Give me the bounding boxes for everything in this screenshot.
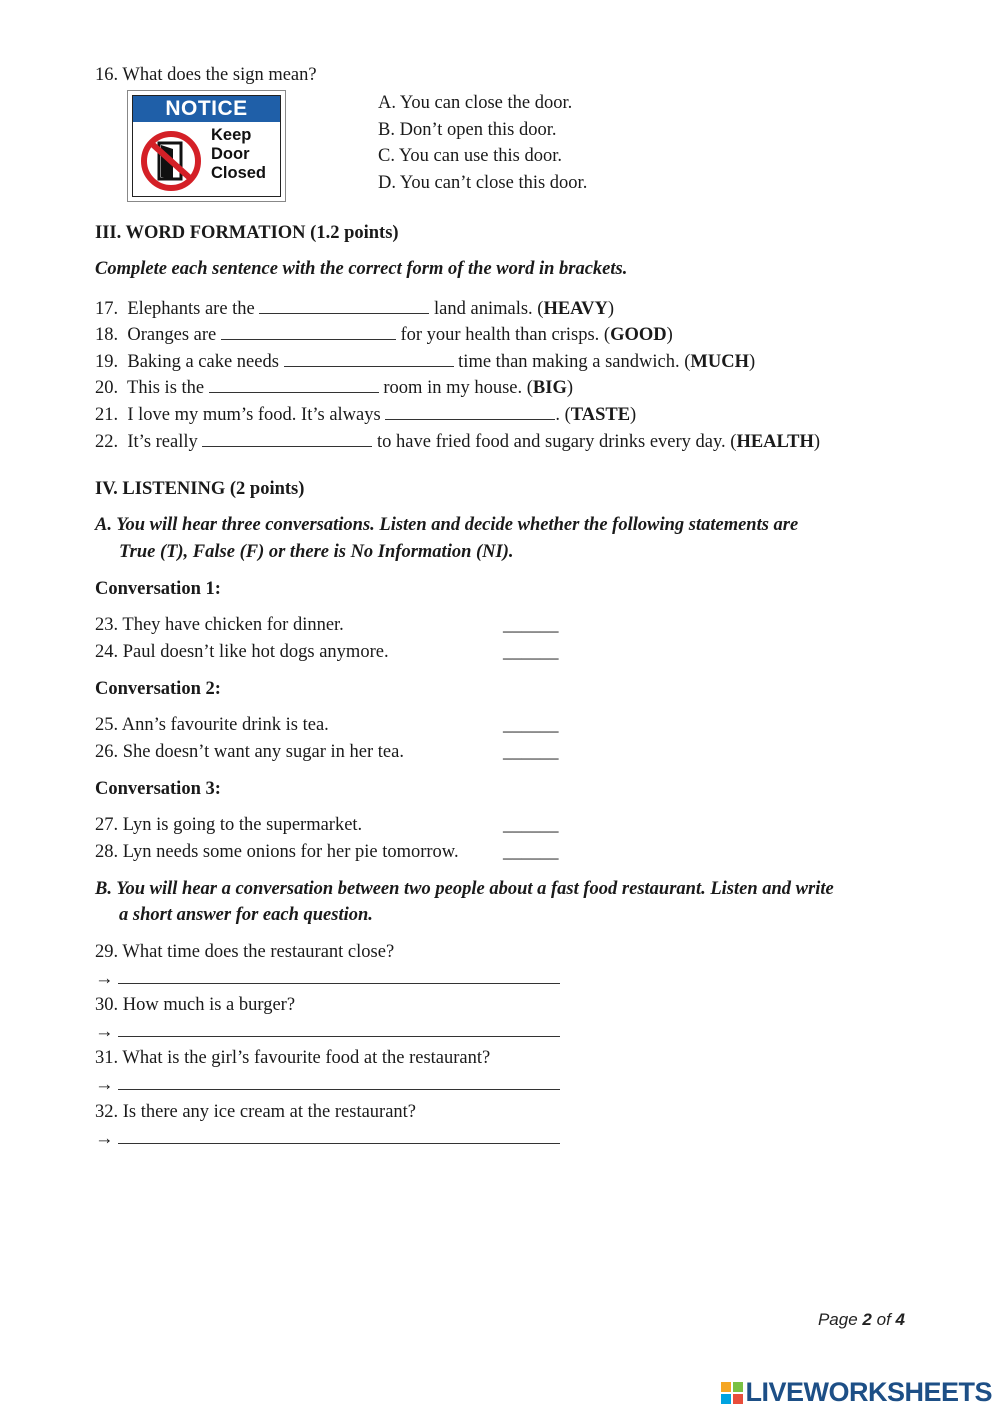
item-17	[95, 299, 614, 320]
item-text-after: land animals. (	[434, 299, 544, 319]
item-text-before: Oranges are	[127, 325, 217, 345]
section-3-instruction: Complete each sentence with the correct form of the word in brackets.	[95, 259, 628, 279]
answer-blank-27[interactable]: ______	[503, 815, 559, 835]
arrow-icon: →	[95, 1129, 114, 1149]
notice-sign	[127, 90, 286, 202]
total-pages: 4	[895, 1310, 905, 1329]
sign-line-2: Door	[211, 145, 250, 163]
statement-27: 27. Lyn is going to the supermarket.	[95, 815, 363, 835]
question-16: 16. What does the sign mean?	[95, 65, 317, 85]
item-number: 18.	[95, 325, 119, 345]
answer-line-31	[95, 1075, 560, 1096]
arrow-icon: →	[95, 1075, 114, 1095]
item-19	[95, 352, 755, 373]
question-31: 31. What is the girl’s favourite food at the restaurant?	[95, 1048, 491, 1068]
option-c[interactable]: C. You can use this door.	[378, 146, 562, 166]
item-number: 21.	[95, 405, 119, 425]
page-number	[818, 1310, 905, 1330]
item-close: )	[748, 352, 756, 372]
question-30: 30. How much is a burger?	[95, 995, 296, 1015]
current-page: 2	[862, 1310, 872, 1329]
item-text-after: to have fried food and sugary drinks every day. (	[377, 432, 737, 452]
arrow-icon: →	[95, 969, 114, 989]
item-text-before: Elephants are the	[127, 299, 255, 319]
item-close: )	[666, 325, 673, 345]
statement-25: 25. Ann’s favourite drink is tea.	[95, 715, 329, 735]
answer-blank[interactable]	[221, 325, 396, 340]
answer-blank[interactable]	[385, 405, 555, 420]
answer-blank[interactable]	[259, 299, 429, 314]
item-number: 19.	[95, 352, 119, 372]
part-b-instruction-2: a short answer for each question.	[119, 905, 373, 925]
part-a-instruction-2: True (T), False (F) or there is No Information (NI).	[119, 542, 514, 562]
question-32: 32. Is there any ice cream at the restaurant?	[95, 1102, 417, 1122]
brand-name: LIVEWORKSHEETS	[745, 1377, 992, 1407]
item-number: 20.	[95, 378, 119, 398]
keyword: HEAVY	[543, 299, 608, 319]
of-word: of	[876, 1310, 891, 1329]
question-29: 29. What time does the restaurant close?	[95, 942, 395, 962]
part-b-instruction-1: B. You will hear a conversation between two people about a fast food restaurant. Listen and write	[95, 879, 834, 899]
item-text-after: time than making a sandwich. (	[458, 352, 691, 372]
liveworksheets-icon	[721, 1382, 743, 1404]
section-3-title: III. WORD FORMATION (1.2 points)	[95, 223, 399, 243]
item-number: 22.	[95, 432, 119, 452]
sign-line-1: Keep	[211, 126, 252, 144]
keyword: HEALTH	[736, 432, 814, 452]
statement-28: 28. Lyn needs some onions for her pie tomorrow.	[95, 842, 459, 862]
keyword: GOOD	[610, 325, 667, 345]
item-text-before: This is the	[127, 378, 205, 398]
answer-blank[interactable]	[202, 432, 372, 447]
item-22	[95, 432, 820, 453]
keyword: TASTE	[570, 405, 631, 425]
answer-input-29[interactable]	[118, 969, 560, 984]
sign-text	[211, 126, 266, 183]
item-text-after: for your health than crisps. (	[400, 325, 611, 345]
answer-input-31[interactable]	[118, 1075, 560, 1090]
arrow-icon: →	[95, 1022, 114, 1042]
item-close: )	[813, 432, 821, 452]
item-18	[95, 325, 673, 346]
sign-header: NOTICE	[133, 96, 280, 122]
item-text-before: Baking a cake needs	[127, 352, 279, 372]
conversation-2-title: Conversation 2:	[95, 679, 221, 699]
statement-23: 23. They have chicken for dinner.	[95, 615, 344, 635]
item-close: )	[566, 378, 574, 398]
statement-24: 24. Paul doesn’t like hot dogs anymore.	[95, 642, 389, 662]
option-b[interactable]: B. Don’t open this door.	[378, 120, 557, 140]
option-a[interactable]: A. You can close the door.	[378, 93, 573, 113]
item-number: 17.	[95, 299, 119, 319]
no-entry-door-icon	[139, 129, 203, 193]
item-20	[95, 378, 573, 399]
section-4-title: IV. LISTENING (2 points)	[95, 479, 305, 499]
answer-line-30	[95, 1022, 560, 1043]
item-text-after: room in my house. (	[383, 378, 533, 398]
keyword: MUCH	[690, 352, 749, 372]
item-close: )	[630, 405, 637, 425]
item-21	[95, 405, 636, 426]
keyword: BIG	[532, 378, 567, 398]
item-close: )	[607, 299, 615, 319]
answer-blank[interactable]	[284, 352, 454, 367]
sign-line-3: Closed	[211, 164, 267, 182]
part-a-instruction-1: A. You will hear three conversations. Listen and decide whether the following statements are	[95, 515, 799, 535]
option-d[interactable]: D. You can’t close this door.	[378, 173, 588, 193]
liveworksheets-logo	[721, 1377, 992, 1408]
answer-blank-28[interactable]: ______	[503, 842, 559, 862]
answer-input-32[interactable]	[118, 1129, 560, 1144]
statement-26: 26. She doesn’t want any sugar in her tea.	[95, 742, 404, 762]
conversation-3-title: Conversation 3:	[95, 779, 221, 799]
item-text-after: . (	[555, 405, 571, 425]
item-text-before: It’s really	[127, 432, 198, 452]
answer-blank-24[interactable]: ______	[503, 642, 559, 662]
answer-blank[interactable]	[209, 378, 379, 393]
item-text-before: I love my mum’s food. It’s always	[127, 405, 381, 425]
answer-blank-25[interactable]: ______	[503, 715, 559, 735]
answer-blank-26[interactable]: ______	[503, 742, 559, 762]
page-word: Page	[817, 1310, 858, 1329]
answer-line-32	[95, 1129, 560, 1150]
answer-line-29	[95, 969, 560, 990]
answer-input-30[interactable]	[118, 1022, 560, 1037]
conversation-1-title: Conversation 1:	[95, 579, 221, 599]
answer-blank-23[interactable]: ______	[503, 615, 559, 635]
